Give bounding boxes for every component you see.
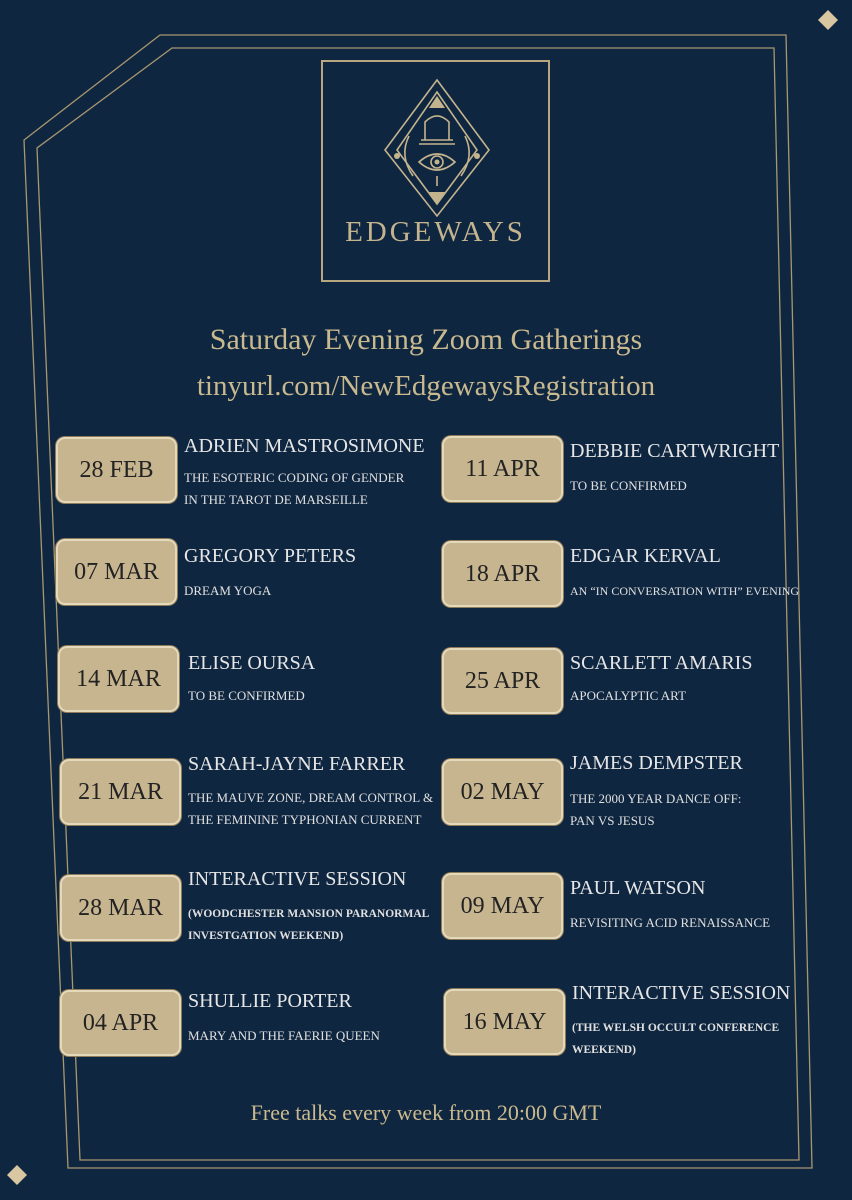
- event-speaker: ELISE OURSA: [188, 652, 316, 674]
- event-date: 07 MAR: [56, 539, 177, 605]
- event-topic: THE MAUVE ZONE, DREAM CONTROL &: [188, 790, 434, 805]
- event-speaker: INTERACTIVE SESSION: [188, 868, 407, 890]
- page-title: Saturday Evening Zoom Gatherings: [209, 323, 643, 356]
- event-topic: MARY AND THE FAERIE QUEEN: [188, 1028, 380, 1043]
- event-topic: INVESTGATION WEEKEND): [188, 930, 344, 942]
- event-topic: REVISITING ACID RENAISSANCE: [570, 915, 771, 930]
- event-topic: THE 2000 YEAR DANCE OFF:: [570, 791, 742, 806]
- event-date: 28 MAR: [60, 875, 181, 941]
- logo-box: [321, 60, 550, 282]
- event-topic: DREAM YOGA: [184, 583, 272, 598]
- event-date: 04 APR: [60, 990, 181, 1056]
- event-topic: TO BE CONFIRMED: [570, 478, 687, 493]
- event-speaker: GREGORY PETERS: [184, 545, 357, 567]
- footer-note: Free talks every week from 20:00 GMT: [250, 1100, 602, 1125]
- event-speaker: SARAH-JAYNE FARRER: [188, 753, 406, 775]
- event-date: 14 MAR: [58, 646, 179, 712]
- event-speaker: SCARLETT AMARIS: [570, 652, 753, 674]
- event-topic: APOCALYPTIC ART: [570, 688, 687, 703]
- event-date: 02 MAY: [442, 759, 563, 825]
- event-topic: PAN VS JESUS: [570, 813, 655, 828]
- event-topic: AN “IN CONVERSATION WITH” EVENING: [570, 584, 800, 598]
- event-speaker: PAUL WATSON: [570, 877, 706, 899]
- event-speaker: JAMES DEMPSTER: [570, 752, 743, 774]
- event-topic: TO BE CONFIRMED: [188, 688, 305, 703]
- event-speaker: INTERACTIVE SESSION: [572, 982, 791, 1004]
- event-date: 11 APR: [442, 436, 563, 502]
- event-speaker: ADRIEN MASTROSIMONE: [184, 435, 425, 457]
- event-speaker: SHULLIE PORTER: [188, 990, 352, 1012]
- registration-link[interactable]: tinyurl.com/NewEdgewaysRegistration: [196, 370, 656, 402]
- brand-name: EDGEWAYS: [345, 216, 526, 248]
- event-topic: THE ESOTERIC CODING OF GENDER: [184, 470, 405, 485]
- event-topic: WEEKEND): [572, 1044, 636, 1056]
- event-date: 21 MAR: [60, 759, 181, 825]
- event-topic: (WOODCHESTER MANSION PARANORMAL: [188, 908, 430, 920]
- event-speaker: EDGAR KERVAL: [570, 545, 721, 567]
- event-date: 28 FEB: [56, 437, 177, 503]
- event-date: 09 MAY: [442, 873, 563, 939]
- eye-pyramid-emblem-icon: [379, 76, 495, 218]
- event-date: 25 APR: [442, 648, 563, 714]
- event-topic: (THE WELSH OCCULT CONFERENCE: [572, 1022, 780, 1034]
- event-speaker: DEBBIE CARTWRIGHT: [570, 440, 780, 462]
- event-date: 18 APR: [442, 541, 563, 607]
- event-date: 16 MAY: [444, 989, 565, 1055]
- event-topic: THE FEMININE TYPHONIAN CURRENT: [188, 812, 422, 827]
- event-topic: IN THE TAROT DE MARSEILLE: [184, 492, 368, 507]
